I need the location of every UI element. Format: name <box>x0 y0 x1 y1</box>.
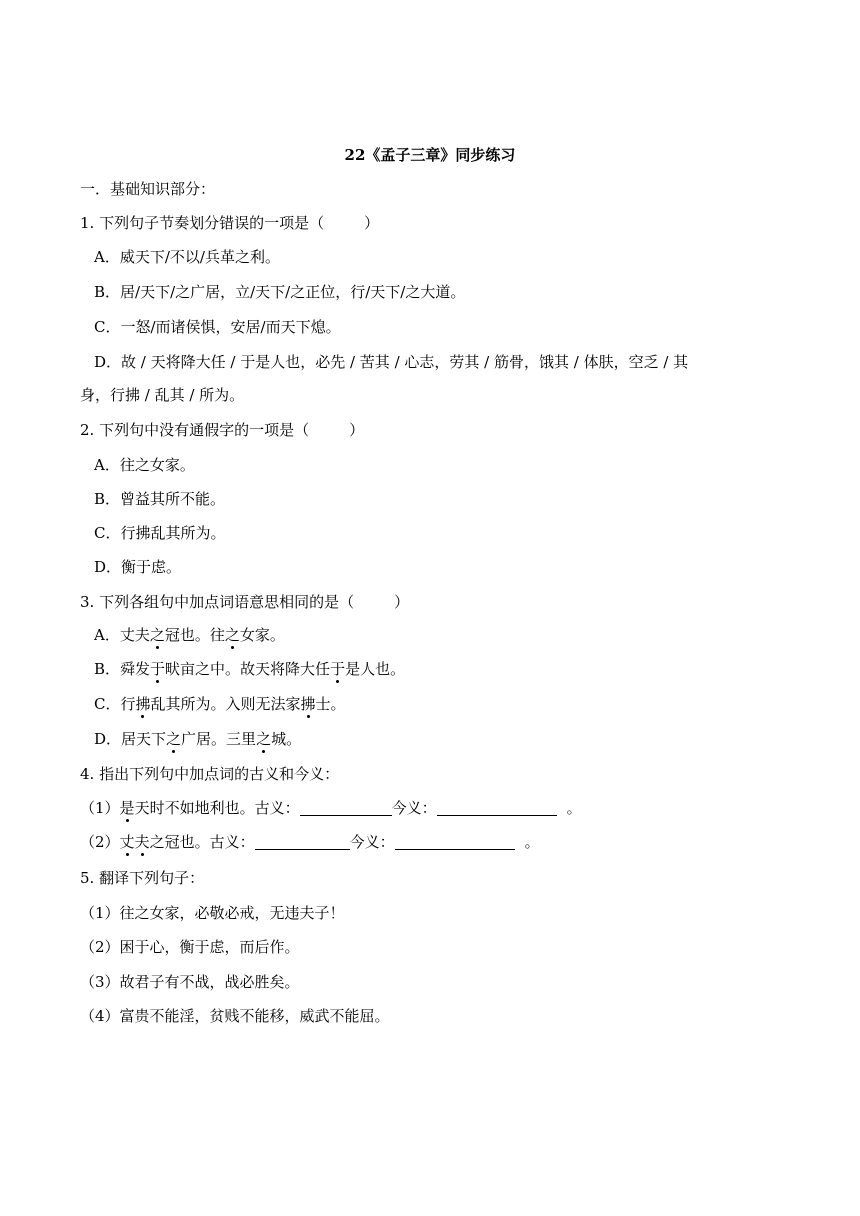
question-4-item-2: （2）丈夫之冠也。古义： 今义： 。 <box>80 833 540 851</box>
question-2-option-d: D．衡于虑。 <box>94 558 182 576</box>
question-1-option-c: C．一怒/而诸侯惧，安居/而天下熄。 <box>94 318 341 336</box>
question-1-option-a: A．威天下/不以/兵革之利。 <box>94 248 280 266</box>
question-5-stem: 5. 翻译下列句子： <box>80 869 205 887</box>
question-3-option-a: A．丈夫之冠也。往之女家。 <box>94 626 285 644</box>
question-3-option-b: B．舜发于畎亩之中。故天将降大任于是人也。 <box>94 660 406 678</box>
question-5-item-2: （2）困于心，衡于虑，而后作。 <box>80 938 300 956</box>
question-4-item-1: （1）是天时不如地利也。古义： 今义： 。 <box>80 799 582 817</box>
question-2-option-a: A．往之女家。 <box>94 456 195 474</box>
question-1-option-b: B．居/天下/之广居，立/天下/之正位，行/天下/之大道。 <box>94 283 466 301</box>
question-5-item-4: （4）富贵不能淫，贫贱不能移，威武不能屈。 <box>80 1007 390 1025</box>
question-5-item-3: （3）故君子有不战，战必胜矣。 <box>80 973 300 991</box>
question-2-option-c: C．行拂乱其所为。 <box>94 524 226 542</box>
answer-blank[interactable] <box>255 833 350 850</box>
question-4-stem: 4. 指出下列句中加点词的古义和今义： <box>80 765 340 783</box>
answer-blank[interactable] <box>300 799 392 816</box>
question-3-option-d: D．居天下之广居。三里之城。 <box>94 730 302 748</box>
question-3-stem: 3. 下列各组句中加点词语意思相同的是（ ） <box>80 593 410 611</box>
question-1-option-d-cont: 身，行拂 / 乱其 / 所为。 <box>80 386 245 404</box>
answer-blank[interactable] <box>437 799 557 816</box>
question-5-item-1: （1）往之女家，必敬必戒，无违夫子！ <box>80 904 345 922</box>
question-2-stem: 2. 下列句中没有通假字的一项是（ ） <box>80 421 365 439</box>
answer-blank[interactable] <box>395 833 515 850</box>
question-2-option-b: B．曾益其所不能。 <box>94 490 226 508</box>
section-heading: 一．基础知识部分： <box>80 180 216 198</box>
question-1-stem: 1. 下列句子节奏划分错误的一项是（ ） <box>80 214 380 232</box>
question-1-option-d: D．故 / 天将降大任 / 于是人也，必先 / 苦其 / 心志，劳其 / 筋骨，饿其 / 体肤，空乏 / 其 <box>94 353 689 371</box>
page-title: 22《孟子三章》同步练习 <box>344 146 516 164</box>
question-3-option-c: C．行拂乱其所为。入则无法家拂士。 <box>94 695 346 713</box>
